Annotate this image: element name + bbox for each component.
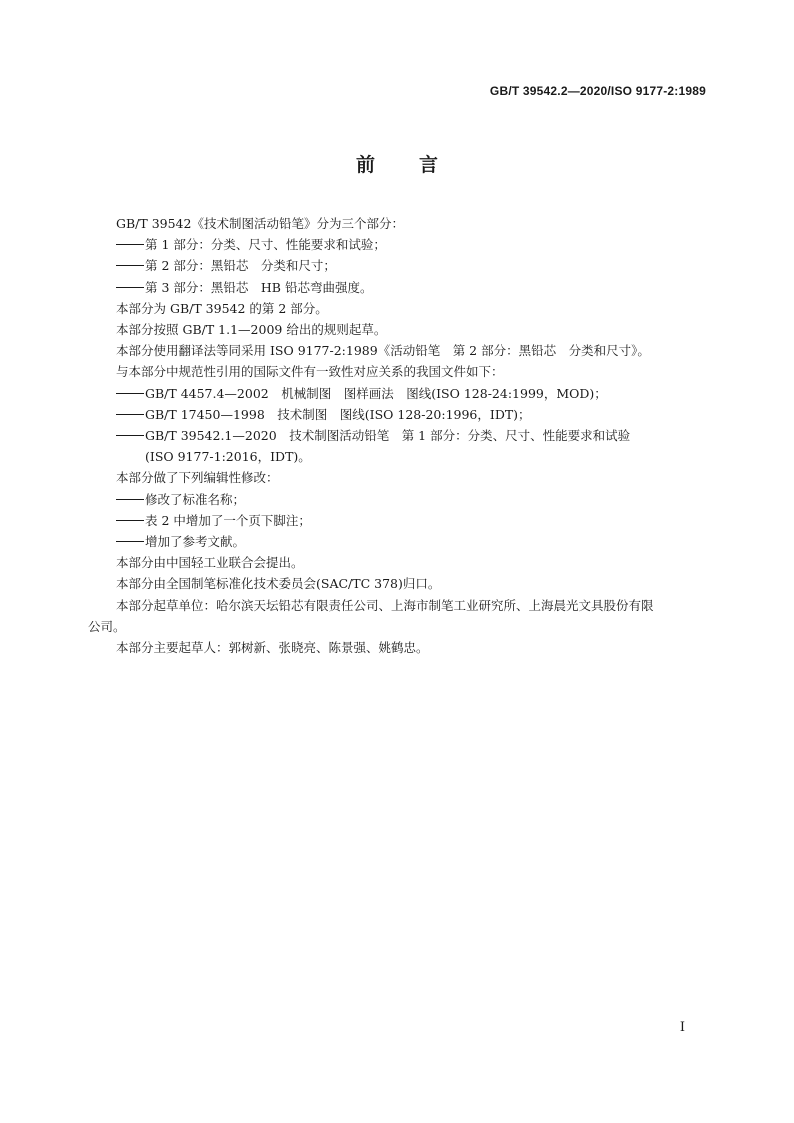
- paragraph-text: 本部分由中国轻工业联合会提出。: [116, 555, 304, 571]
- paragraph: [88, 595, 706, 616]
- paragraph-text: 本部分起草单位：哈尔滨天坛铅芯有限责任公司、上海市制笔工业研究所、上海晨光文具股份有限: [116, 597, 654, 613]
- paragraph-text: 本部分按照 GB/T 1.1—2009 给出的规则起草。: [116, 322, 387, 338]
- paragraph-text: 公司。: [88, 618, 126, 634]
- paragraph: [88, 637, 706, 658]
- dash-mark: [116, 499, 144, 500]
- list-item-text: 第 1 部分：分类、尺寸、性能要求和试验；: [145, 237, 386, 253]
- paragraph: [88, 361, 706, 382]
- paragraph-continuation: [88, 616, 706, 637]
- list-item: [88, 234, 706, 255]
- paragraph: [88, 213, 706, 234]
- page-title: 前言: [355, 154, 482, 176]
- paragraph-text: GB/T 39542《技术制图活动铅笔》分为三个部分：: [116, 216, 404, 231]
- list-item: [88, 277, 706, 298]
- list-item: [88, 404, 706, 425]
- paragraph-text: 本部分做了下列编辑性修改：: [116, 470, 279, 486]
- paragraph-text: 本部分使用翻译法等同采用 ISO 9177-2:1989《活动铅笔 第 2 部分：黑铅芯 分类和尺寸》。: [116, 343, 650, 359]
- list-item: [88, 531, 706, 552]
- foreword-body: [88, 213, 706, 658]
- paragraph-text: 本部分主要起草人：郭树新、张晓亮、陈景强、姚鹤忠。: [116, 640, 429, 656]
- paragraph-text: 本部分由全国制笔标准化技术委员会(SAC/TC 378)归口。: [116, 576, 441, 592]
- dash-mark: [116, 541, 144, 542]
- dash-mark: [116, 435, 144, 436]
- list-item: [88, 425, 706, 446]
- list-item-text: 表 2 中增加了一个页下脚注；: [145, 512, 311, 528]
- paragraph: [88, 467, 706, 488]
- list-item-text: 增加了参考文献。: [145, 534, 246, 550]
- standard-number-header: GB/T 39542.2—2020/ISO 9177-2:1989: [489, 84, 706, 98]
- dash-mark: [116, 287, 144, 288]
- list-item-text: 修改了标准名称；: [145, 491, 246, 507]
- dash-mark: [116, 393, 144, 394]
- paragraph: [88, 298, 706, 319]
- list-item-text: 第 3 部分：黑铅芯 HB 铅芯弯曲强度。: [145, 279, 373, 295]
- paragraph-text: 与本部分中规范性引用的国际文件有一致性对应关系的我国文件如下：: [116, 364, 504, 380]
- list-item: [88, 510, 706, 531]
- list-item-text: 第 2 部分：黑铅芯 分类和尺寸；: [145, 258, 336, 274]
- list-item-text: (ISO 9177-1:2016，IDT)。: [145, 449, 311, 465]
- list-item: [88, 255, 706, 276]
- dash-mark: [116, 414, 144, 415]
- paragraph: [88, 340, 706, 361]
- dash-mark: [116, 244, 144, 245]
- dash-mark: [116, 520, 144, 521]
- paragraph-text: 本部分为 GB/T 39542 的第 2 部分。: [116, 300, 328, 316]
- page-number: I: [679, 1020, 685, 1035]
- list-item-text: GB/T 17450—1998 技术制图 图线(ISO 128-20:1996，IDT)；: [145, 406, 531, 422]
- dash-mark: [116, 265, 144, 266]
- list-item: [88, 383, 706, 404]
- list-item-continuation: [88, 446, 706, 467]
- list-item-text: GB/T 4457.4—2002 机械制图 图样画法 图线(ISO 128-24:1999，MOD)；: [145, 385, 607, 401]
- paragraph: [88, 573, 706, 594]
- paragraph: [88, 552, 706, 573]
- list-item: [88, 489, 706, 510]
- list-item-text: GB/T 39542.1—2020 技术制图活动铅笔 第 1 部分：分类、尺寸、性能要求和试验: [145, 428, 631, 444]
- paragraph: [88, 319, 706, 340]
